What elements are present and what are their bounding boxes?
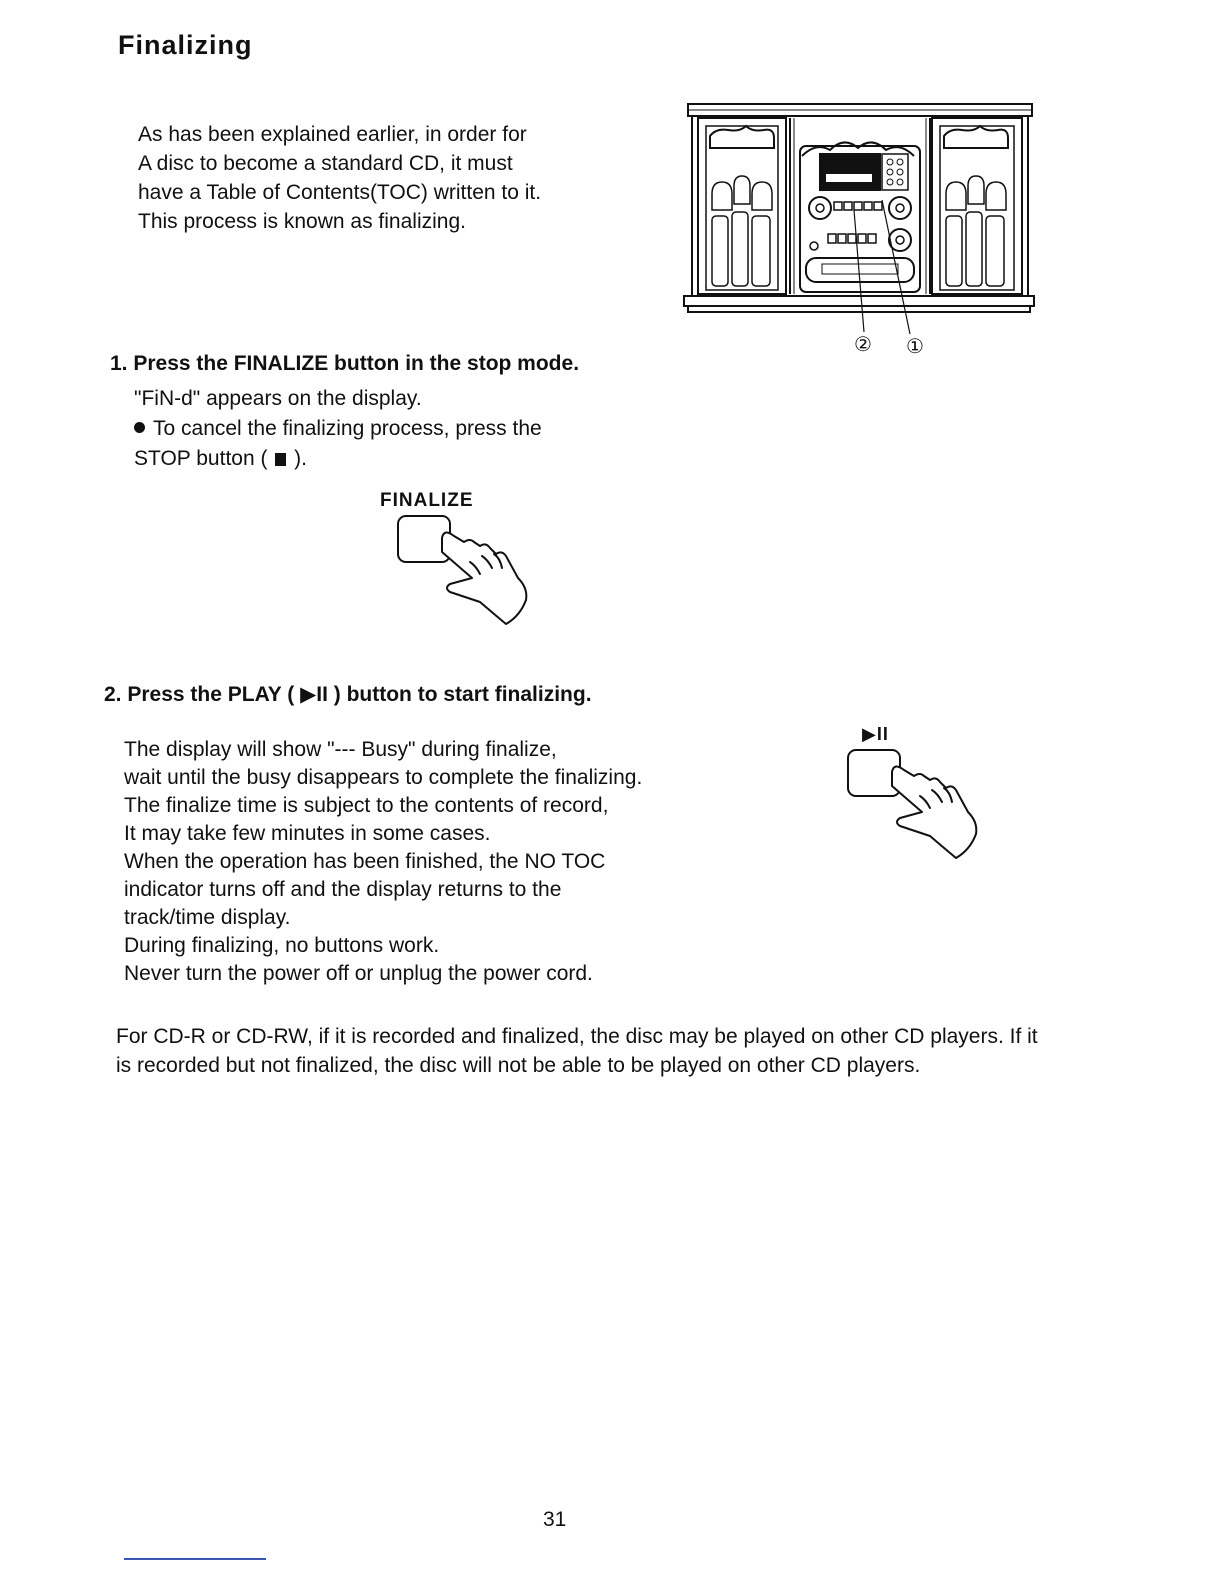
step2-line: wait until the busy disappears to complete the finalizing. bbox=[124, 766, 643, 789]
stop-prefix: STOP button ( bbox=[134, 447, 268, 470]
finalize-button-label: FINALIZE bbox=[380, 490, 474, 511]
stereo-unit-illustration bbox=[682, 100, 1036, 362]
step2-line: The display will show "--- Busy" during finalize, bbox=[124, 738, 557, 761]
step1-heading: 1. Press the FINALIZE button in the stop mode. bbox=[110, 352, 580, 375]
step2-line: indicator turns off and the display returns to the bbox=[124, 878, 562, 901]
page-title: Finalizing bbox=[118, 30, 253, 60]
stop-suffix: ). bbox=[294, 447, 307, 470]
cd-r-note: For CD-R or CD-RW, if it is recorded and finalized, the disc may be played on other CD players. If it is recorded but not finalized, the disc will not be able to be played on other CD players. bbox=[116, 1025, 1038, 1077]
step2-heading: 2. Press the PLAY ( ▶II ) button to start finalizing. bbox=[104, 683, 592, 706]
intro-line: As has been explained earlier, in order for bbox=[138, 123, 527, 146]
bullet-icon bbox=[134, 422, 145, 433]
step1-body bbox=[134, 384, 542, 474]
intro-paragraph bbox=[138, 120, 541, 236]
finalize-button-press-icon bbox=[396, 514, 536, 626]
step2-line: During finalizing, no buttons work. bbox=[124, 934, 440, 957]
step1-stop-line bbox=[134, 444, 542, 474]
play-button-label: ▶II bbox=[862, 724, 889, 744]
intro-line: A disc to become a standard CD, it must bbox=[138, 152, 513, 175]
play-button-press-icon bbox=[846, 748, 986, 860]
step1-line: "FiN-d" appears on the display. bbox=[134, 387, 422, 410]
intro-line: This process is known as finalizing. bbox=[138, 210, 466, 233]
step2-body bbox=[124, 736, 642, 988]
step2-line: Never turn the power off or unplug the power cord. bbox=[124, 962, 593, 985]
step2-line: It may take few minutes in some cases. bbox=[124, 822, 491, 845]
page-number: 31 bbox=[543, 1508, 567, 1531]
step1-bullet-line bbox=[134, 414, 542, 444]
step2-line: The finalize time is subject to the contents of record, bbox=[124, 794, 609, 817]
intro-line: have a Table of Contents(TOC) written to it. bbox=[138, 181, 542, 204]
step1-bullet-text: To cancel the finalizing process, press the bbox=[153, 417, 542, 440]
callout-2: ② bbox=[854, 334, 872, 356]
footer-rule bbox=[124, 1558, 266, 1560]
step2-line: track/time display. bbox=[124, 906, 291, 929]
callout-1: ① bbox=[906, 336, 924, 358]
step2-line: When the operation has been finished, the NO TOC bbox=[124, 850, 606, 873]
stop-icon bbox=[275, 453, 286, 466]
